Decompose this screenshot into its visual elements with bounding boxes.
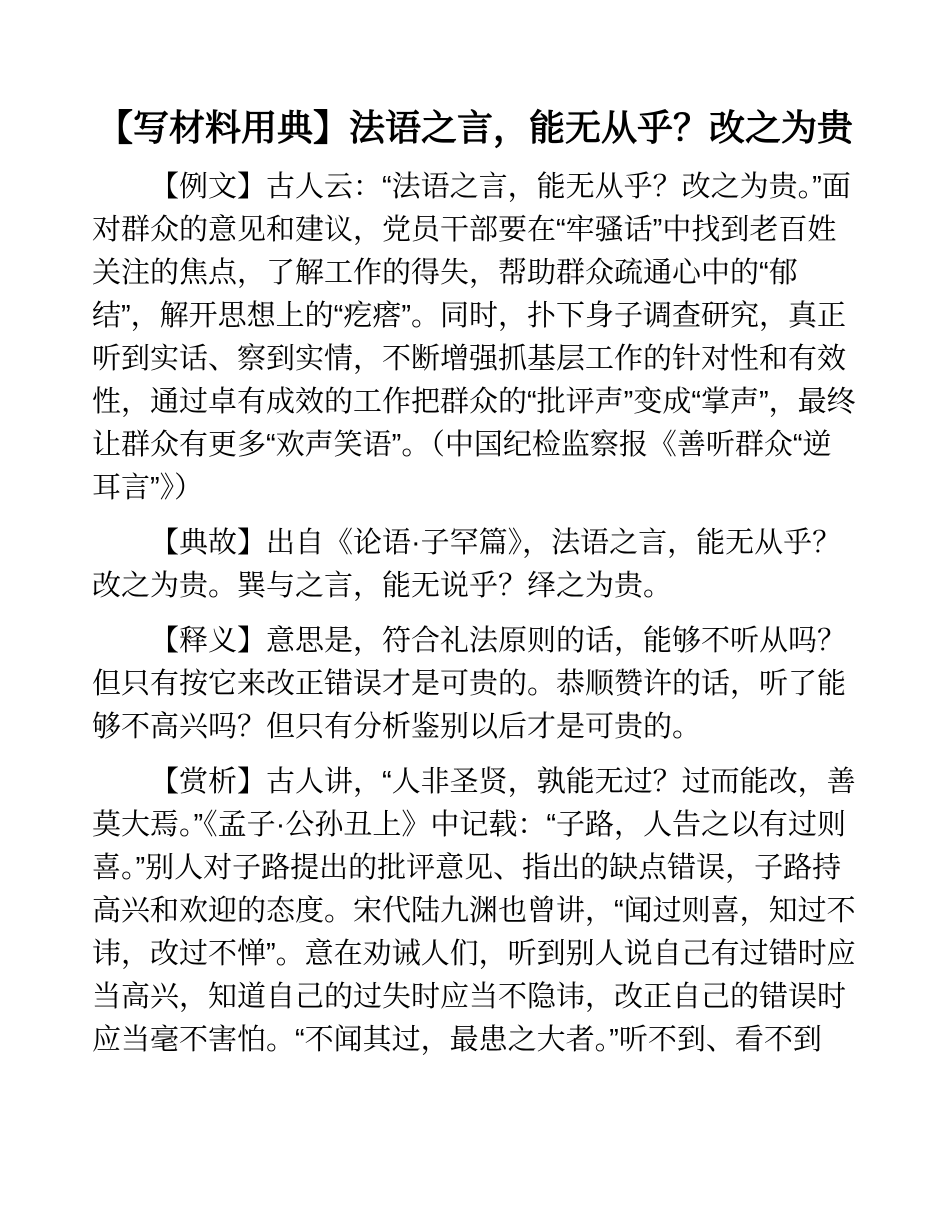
paragraph-shangxi: 【赏析】古人讲，“人非圣贤，孰能无过？过而能改，善莫大焉。”《孟子·公孙丑上》中记载：“子路，人告之以有过则喜。”别人对子路提出的批评意见、指出的缺点错误，子路持高兴和欢迎的态度。宋代陆九渊也曾讲，“闻过则喜，知过不讳，改过不惮”。意在劝诫人们，听到别人说自己有过错时应当高兴，知道自己的过失时应当不隐讳，改正自己的错误时应当毫不害怕。“不闻其过，最患之大者。”听不到、看不到 <box>92 766 856 1056</box>
paragraph-shiyi: 【释义】意思是，符合礼法原则的话，能够不听从吗？但只有按它来改正错误才是可贵的。恭顺赞许的话，听了能够不高兴吗？但只有分析鉴别以后才是可贵的。 <box>92 625 847 743</box>
document-body <box>92 166 858 1062</box>
paragraph-liwen: 【例文】古人云：“法语之言，能无从乎？改之为贵。”面对群众的意见和建议，党员干部要在“牢骚话”中找到老百姓关注的焦点，了解工作的得失，帮助群众疏通心中的“郁结”，解开思想上的“疙瘩”。同时，扑下身子调查研究，真正听到实话、察到实情，不断增强抓基层工作的针对性和有效性，通过卓有成效的工作把群众的“批评声”变成“掌声”，最终让群众有更多“欢声笑语”。（中国纪检监察报《善听群众“逆耳言”》） <box>92 171 856 504</box>
paragraph-diangu: 【典故】出自《论语·子罕篇》，法语之言，能无从乎？改之为贵。巽与之言，能无说乎？绎之为贵。 <box>92 527 842 602</box>
document-title: 【写材料用典】法语之言，能无从乎？改之为贵 <box>96 107 853 148</box>
